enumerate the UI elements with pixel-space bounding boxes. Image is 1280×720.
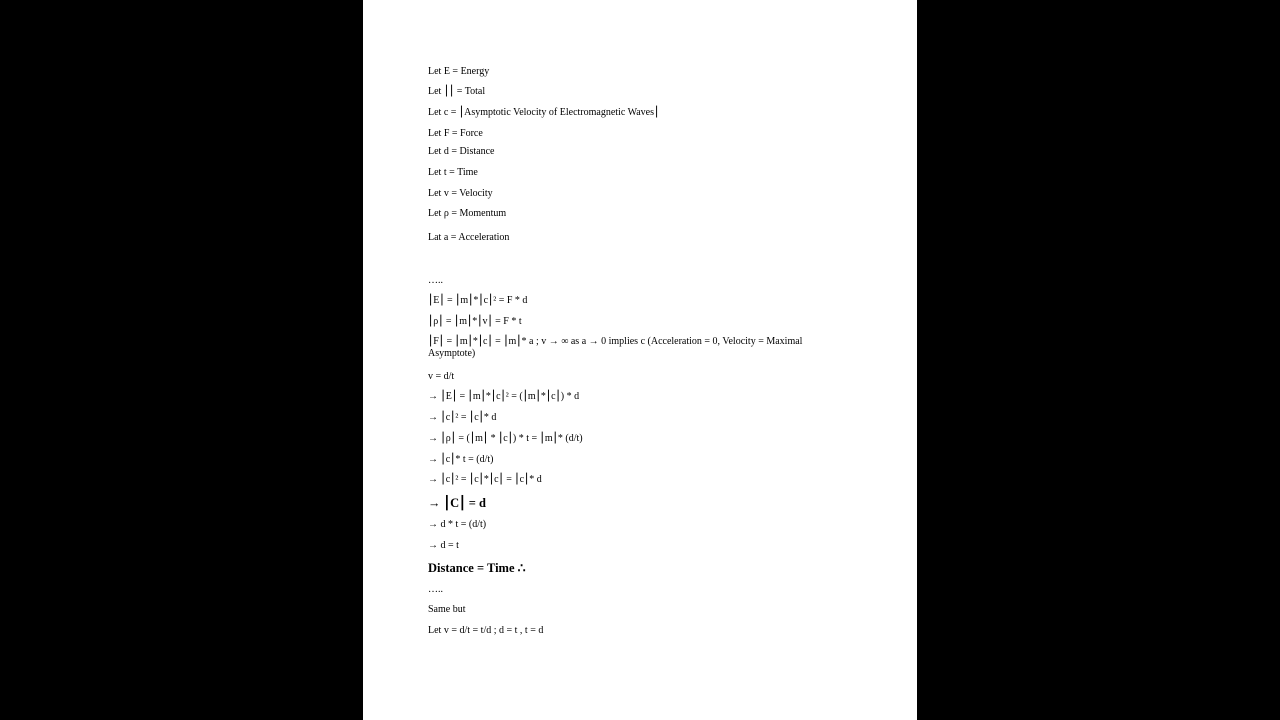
derivation-line: v = d/t [428, 371, 455, 382]
equation-force: ⎮F⎮ = ⎮m⎮*⎮c⎮ = ⎮m⎮* a ; v → ∞ as a → 0 implies c (Acceleration = 0, Velocity = Maximal Asymptote) [428, 336, 803, 359]
equation-energy: ⎮E⎮ = ⎮m⎮*⎮c⎮² = F * d [428, 295, 528, 306]
definition-total: Let ⎮⎮ = Total [428, 86, 486, 97]
equation-momentum: ⎮ρ⎮ = ⎮m⎮*⎮v⎮ = F * t [428, 316, 522, 327]
definition-acceleration: Lat a = Acceleration [428, 232, 510, 243]
separator: ….. [428, 275, 443, 286]
definition-distance: Let d = Distance [428, 146, 495, 157]
derivation-line: → ⎮ρ⎮ = (⎮m⎮ * ⎮c⎮) * t = ⎮m⎮* (d/t) [428, 433, 583, 444]
definition-energy: Let E = Energy [428, 66, 490, 77]
definition-time: Let t = Time [428, 167, 478, 178]
derivation-line: → ⎮c⎮² = ⎮c⎮* d [428, 412, 497, 423]
bold-result: → ⎮C⎮ = d [428, 496, 487, 510]
definition-velocity: Let v = Velocity [428, 188, 493, 199]
definition-c: Let c = ⎮Asymptotic Velocity of Electromagnetic Waves⎮ [428, 107, 660, 118]
definition-momentum: Let ρ = Momentum [428, 208, 507, 219]
derivation-line: → d = t [428, 540, 459, 551]
document-page [363, 0, 917, 720]
derivation-line: → ⎮E⎮ = ⎮m⎮*⎮c⎮² = (⎮m⎮*⎮c⎮) * d [428, 391, 580, 402]
conclusion: Distance = Time ∴ [428, 561, 526, 575]
derivation-line: → d * t = (d/t) [428, 519, 487, 530]
separator: ….. [428, 584, 443, 595]
derivation-line: → ⎮c⎮* t = (d/t) [428, 454, 494, 465]
definition-force: Let F = Force [428, 128, 483, 139]
derivation-line: → ⎮c⎮² = ⎮c⎮*⎮c⎮ = ⎮c⎮* d [428, 474, 542, 485]
final-line: Let v = d/t = t/d ; d = t , t = d [428, 625, 544, 636]
same-but-text: Same but [428, 604, 466, 615]
